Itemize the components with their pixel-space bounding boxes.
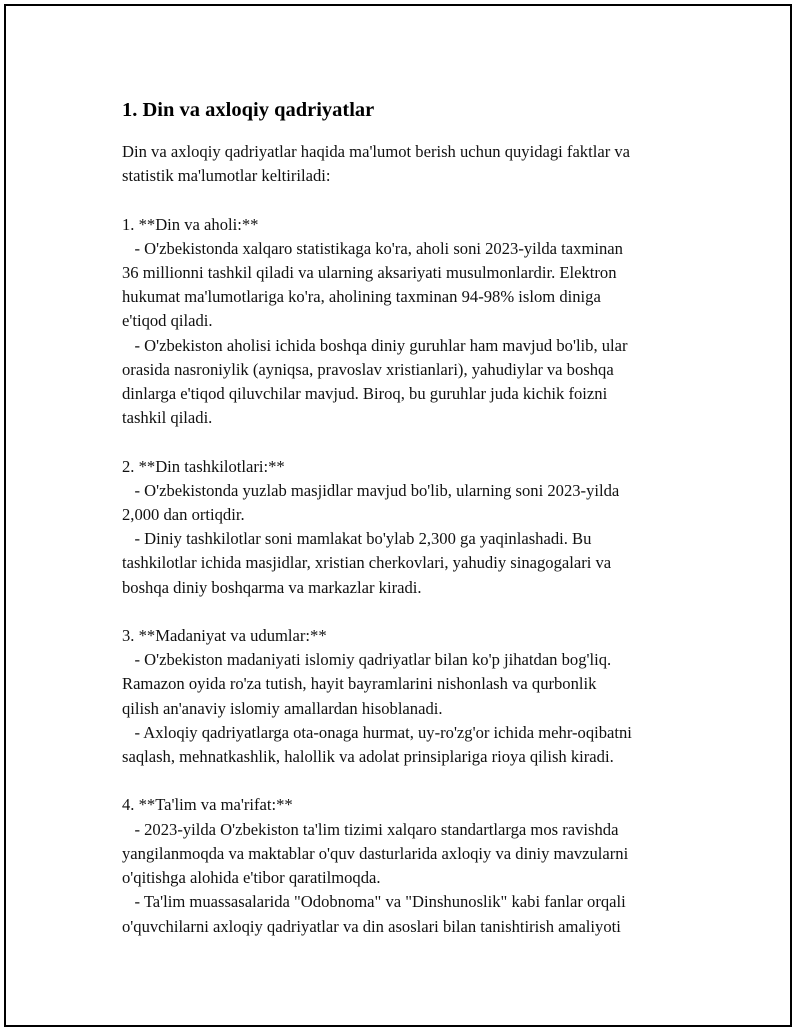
document-title: 1. Din va axloqiy qadriyatlar xyxy=(122,99,375,121)
document-content xyxy=(120,96,720,939)
document-body: Din va axloqiy qadriyatlar haqida ma'lumot berish uchun quyidagi faktlar va statistik ma'lumotlar keltiriladi: 1. **Din va aholi:** - O'zbekistonda xalqaro statistikaga ko'ra, aholi soni 2023-yilda taxminan 36 millionni tashkil qiladi va ularning aksariyati musulmonlardir. Elektron hukumat ma'lumotlariga ko'ra, aholining taxminan 94-98% islom diniga e'tiqod qiladi. - O'zbekiston aholisi ichida boshqa diniy guruhlar ham mavjud bo'lib, ular orasida nasroniylik (ayniqsa, pravoslav xristianlari), yahudiylar va boshqa dinlarga e'tiqod qiluvchilar mavjud. Biroq, bu guruhlar juda kichik foizni tashkil qiladi. 2. **Din tashkilotlari:** - O'zbekistonda yuzlab masjidlar mavjud bo'lib, ularning soni 2023-yilda 2,000 dan ortiqdir. - Diniy tashkilotlar soni mamlakat bo'ylab 2,300 ga yaqinlashadi. Bu tashkilotlar ichida masjidlar, xristian cherkovlari, yahudiy sinagogalari va boshqa diniy boshqarma va markazlar kiradi. 3. **Madaniyat va udumlar:** - O'zbekiston madaniyati islomiy qadriyatlar bilan ko'p jihatdan bog'liq. Ramazon oyida ro'za tutish, hayit bayramlarini nishonlash va qurbonlik qilish an'anaviy islomiy amallardan hisoblanadi. - Axloqiy qadriyatlarga ota-onaga hurmat, uy-ro'zg'or ichida mehr-oqibatni saqlash, mehnatkashlik, halollik va adolat prinsiplariga rioya qilish kiradi. 4. **Ta'lim va ma'rifat:** - 2023-yilda O'zbekiston ta'lim tizimi xalqaro standartlarga mos ravishda yangilanmoqda va maktablar o'quv dasturlarida axloqiy va diniy mavzularni o'qitishga alohida e'tibor qaratilmoqda. - Ta'lim muassasalarida "Odobnoma" va "Dinshunoslik" kabi fanlar orqali o'quvchilarni axloqiy qadriyatlar va din asoslari bilan tanishtirish amaliyoti xyxy=(122,142,632,936)
page-border xyxy=(4,4,792,1027)
